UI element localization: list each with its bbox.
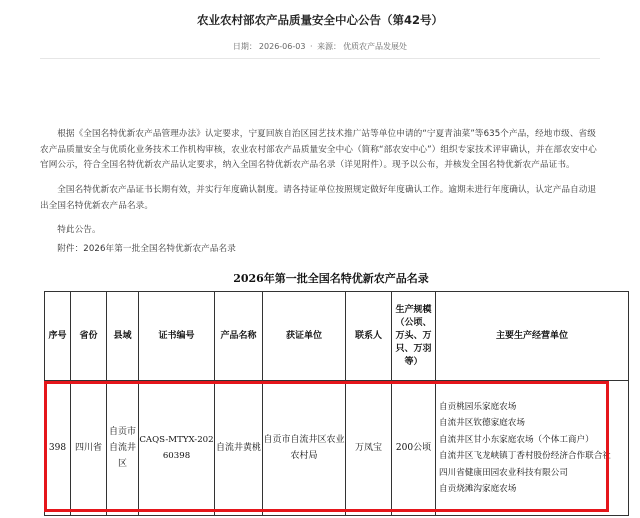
- header-county: 县域: [107, 292, 139, 381]
- paragraph-validity: 全国名特优新农产品证书长期有效，并实行年度确认制度。请各持证单位按照规定做好年度确认工作。逾期未进行年度确认，认定产品自动退出全国名特优新农产品名录。: [40, 185, 597, 211]
- source-name: 优质农产品发展处: [343, 42, 408, 51]
- cell-cert: CAQS-MTYX-20260398: [139, 381, 215, 516]
- cell-province: 四川省: [71, 381, 107, 516]
- cell-county: 自贡市自流井区: [107, 381, 139, 516]
- separator-dot: ·: [309, 42, 313, 51]
- table-title: 2026年第一批全国名特优新农产品名录: [233, 272, 429, 285]
- header-divider: [40, 58, 600, 59]
- source-label: 来源：: [317, 42, 342, 51]
- publish-date: 2026-06-03: [258, 42, 306, 51]
- paragraph-closing: 特此公告。: [57, 225, 101, 235]
- unit-item: 自流井区钦德家庭农场: [439, 418, 525, 428]
- table-row: [45, 381, 629, 516]
- header-product: 产品名称: [215, 292, 263, 381]
- header-contact: 联系人: [346, 292, 392, 381]
- unit-item: 自贡烧滩沟家庭农场: [439, 484, 517, 494]
- attachment-link[interactable]: 附件：2026年第一批全国名特优新农产品名录: [57, 244, 236, 254]
- unit-item: 四川省健康田园农业科技有限公司: [439, 467, 568, 478]
- header-cert: 证书编号: [139, 292, 215, 381]
- header-seq: 序号: [45, 292, 71, 381]
- header-holder: 获证单位: [263, 292, 346, 381]
- cell-scale: 200公顷: [392, 381, 436, 516]
- date-label: 日期：: [232, 42, 257, 51]
- header-units: 主要生产经营单位: [436, 292, 629, 381]
- cell-contact: 万凤宝: [346, 381, 392, 516]
- header-province: 省份: [71, 292, 107, 381]
- notice-title: 农业农村部农产品质量安全中心公告（第42号）: [196, 13, 443, 27]
- unit-item: 自流井区飞龙峡镇丁香村股份经济合作联合社: [439, 451, 611, 461]
- cell-holder: 自贡市自流井区农业农村局: [263, 381, 346, 516]
- product-roster-table: [44, 291, 629, 516]
- cell-seq: 398: [45, 381, 71, 516]
- cell-product: 自流井黄桃: [215, 381, 263, 516]
- unit-item: 自流井区甘小东家庭农场（个体工商户）: [439, 434, 594, 445]
- paragraph-announcement: 根据《全国名特优新农产品管理办法》认定要求，宁夏回族自治区园艺技术推广站等单位申请的“宁夏青油菜”等635个产品，经地市级、省级农产品质量安全与优质化业务技术工作机构审核，农业农村部农产品质量安全中心（简称“部农安中心”）组织专家技术评审确认，并在部农安中心官网公示，符合全国名特优新农产品认定要求，纳入全国名特优新农产品名录（详见附件）。现予以公布，并核发全国名特优新农产品证书。: [40, 129, 597, 170]
- notice-meta: [0, 41, 640, 52]
- table-header-row: [45, 292, 629, 381]
- unit-item: 自贡桃园乐家庭农场: [439, 401, 517, 412]
- header-scale: 生产规模（公顷、万头、万只、万羽等）: [392, 292, 436, 381]
- cell-units: [436, 381, 629, 516]
